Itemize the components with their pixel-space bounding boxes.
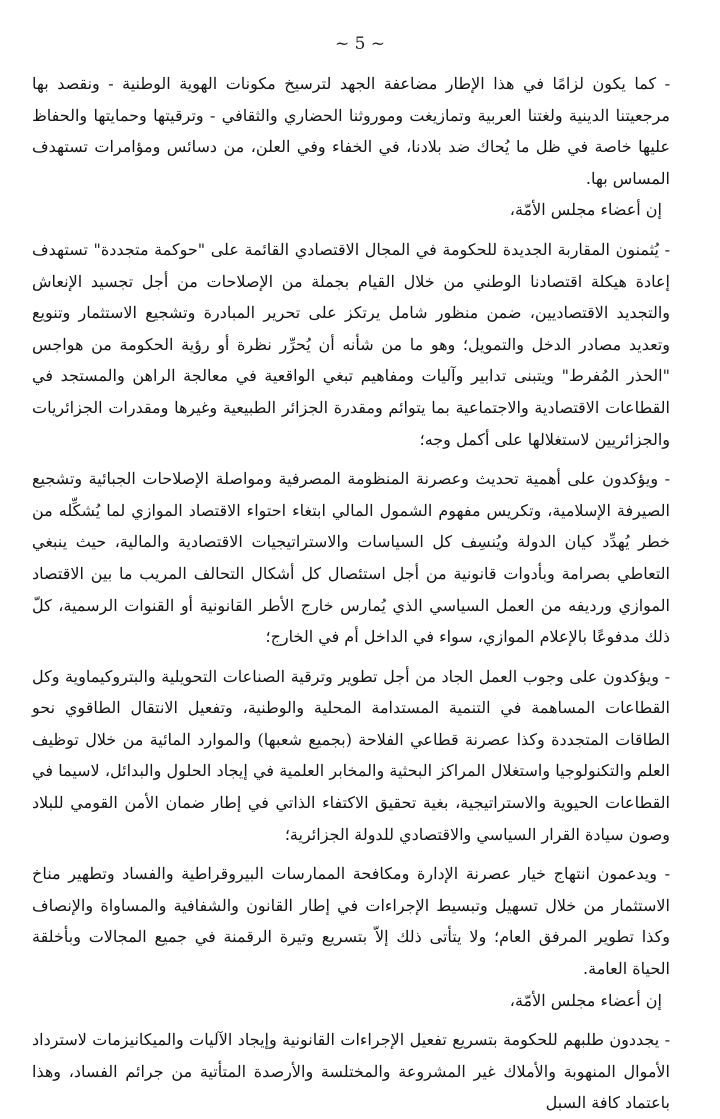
- paragraph-national-identity: - كما يكون لزامًا في هذا الإطار مضاعفة الجهد لترسيخ مكونات الهوية الوطنية - ونقصد بها مرجعيتنا الدينية ولغتنا العربية وتمازيغت وموروثنا الحضاري والثقافي - وترقيتها وحمايتها والحفاظ عليها خاصة في ظل ما يُحاك ضد بلادنا، في الخفاء وفي العلن، من دسائس ومؤامرات تستهدف المساس بها.: [32, 74, 670, 188]
- paragraph-industry-development: - ويؤكدون على وجوب العمل الجاد من أجل تطوير وترقية الصناعات التحويلية والبتروكيماوية وكل القطاعات المساهمة في التنمية المستدامة المحلية والوطنية، وتفعيل الانتقال الطاقوي نحو الطاقات المتجددة وكذا عصرنة قطاعي الفلاحة (بجميع شعبها) والموارد المائية من خلال توظيف العلم والتكنولوجيا واستغلال المراكز البحثية والمخابر العلمية في إيجاد الحلول والبدائل، لاسيما في القطاعات الحيوية والاستراتيجية، بغية تحقيق الاكتفاء الذاتي في إطار ضمان الأمن القومي للبلاد وصون سيادة القرار السياسي والاقتصادي للدولة الجزائرية؛: [32, 666, 670, 844]
- document-body: [32, 68, 670, 1119]
- address-senate-members-2: إن أعضاء مجلس الأمّة،: [509, 990, 662, 1010]
- paragraph-administration-modernization: - ويدعمون انتهاج خيار عصرنة الإدارة ومكافحة الممارسات البيروقراطية والفساد وتطهير مناخ الاستثمار من خلال تسهيل وتبسيط الإجراءات في إطار القانون والشفافية والمساواة والإنصاف وكذا تطوير المرفق العام؛ ولا يتأتى ذلك إلاّ بتسريع وتيرة الرقمنة في جميع المجالات وبأخلقة الحياة العامة.: [32, 864, 670, 979]
- paragraph-asset-recovery: - يجددون طلبهم للحكومة بتسريع تفعيل الإجراءات القانونية وإيجاد الآليات والميكانيزمات لاسترداد الأموال المنهوبة والأملاك غير المشروعة والمختلسة والأرصدة المتأتية من جرائم الفساد، وهذا باعتماد كافة السبل: [32, 1030, 670, 1113]
- paragraph-banking-reform: - ويؤكدون على أهمية تحديث وعصرنة المنظومة المصرفية ومواصلة الإصلاحات الجبائية وتشجيع الصيرفة الإسلامية، وتكريس مفهوم الشمول المالي ابتغاء احتواء الاقتصاد الموازي لما يُشكِّله من خطر يُهدِّد كيان الدولة ويُنسِف كل السياسات والاستراتيجيات الاقتصادية والمالية، حيث ينبغي التعاطي بصرامة وبأدوات قانونية من أجل استئصال كل أشكال التحالف المريب ما بين الاقتصاد الموازي ورديفه من العمل السياسي الذي يُمارس خارج الأطر القانونية أو القنوات الرسمية، كلّ ذلك مدفوعًا بالإعلام الموازي، سواء في الداخل أم في الخارج؛: [32, 469, 670, 647]
- paragraph-economic-approach: - يُثمنون المقاربة الجديدة للحكومة في المجال الاقتصادي القائمة على "حوكمة متجددة" تستهدف إعادة هيكلة اقتصادنا الوطني من خلال القيام بجملة من الإصلاحات من أجل تجسيد الإنعاش والتجديد الاقتصاديين، ضمن منظور شامل يرتكز على تحرير المبادرة وتشجيع الاستثمار وتنويع وتعديد مصادر الدخل والتمويل؛ وهو ما من شأنه أن يُحرِّر نظرة أو رؤية الحكومة من هواجس "الحذر المُفرط" ويتبنى تدابير وآليات ومفاهيم تبغي الواقعية في معالجة الراهن والمستجد في القطاعات الاقتصادية والاجتماعية بما يتوائم ومقدرة الجزائر الطبيعية وغيرها ومقدرات الجزائريات والجزائريين لاستغلالها على أكمل وجه؛: [32, 239, 670, 449]
- page-number: ~ 5 ~: [334, 34, 386, 54]
- address-senate-members: إن أعضاء مجلس الأمّة،: [509, 200, 662, 220]
